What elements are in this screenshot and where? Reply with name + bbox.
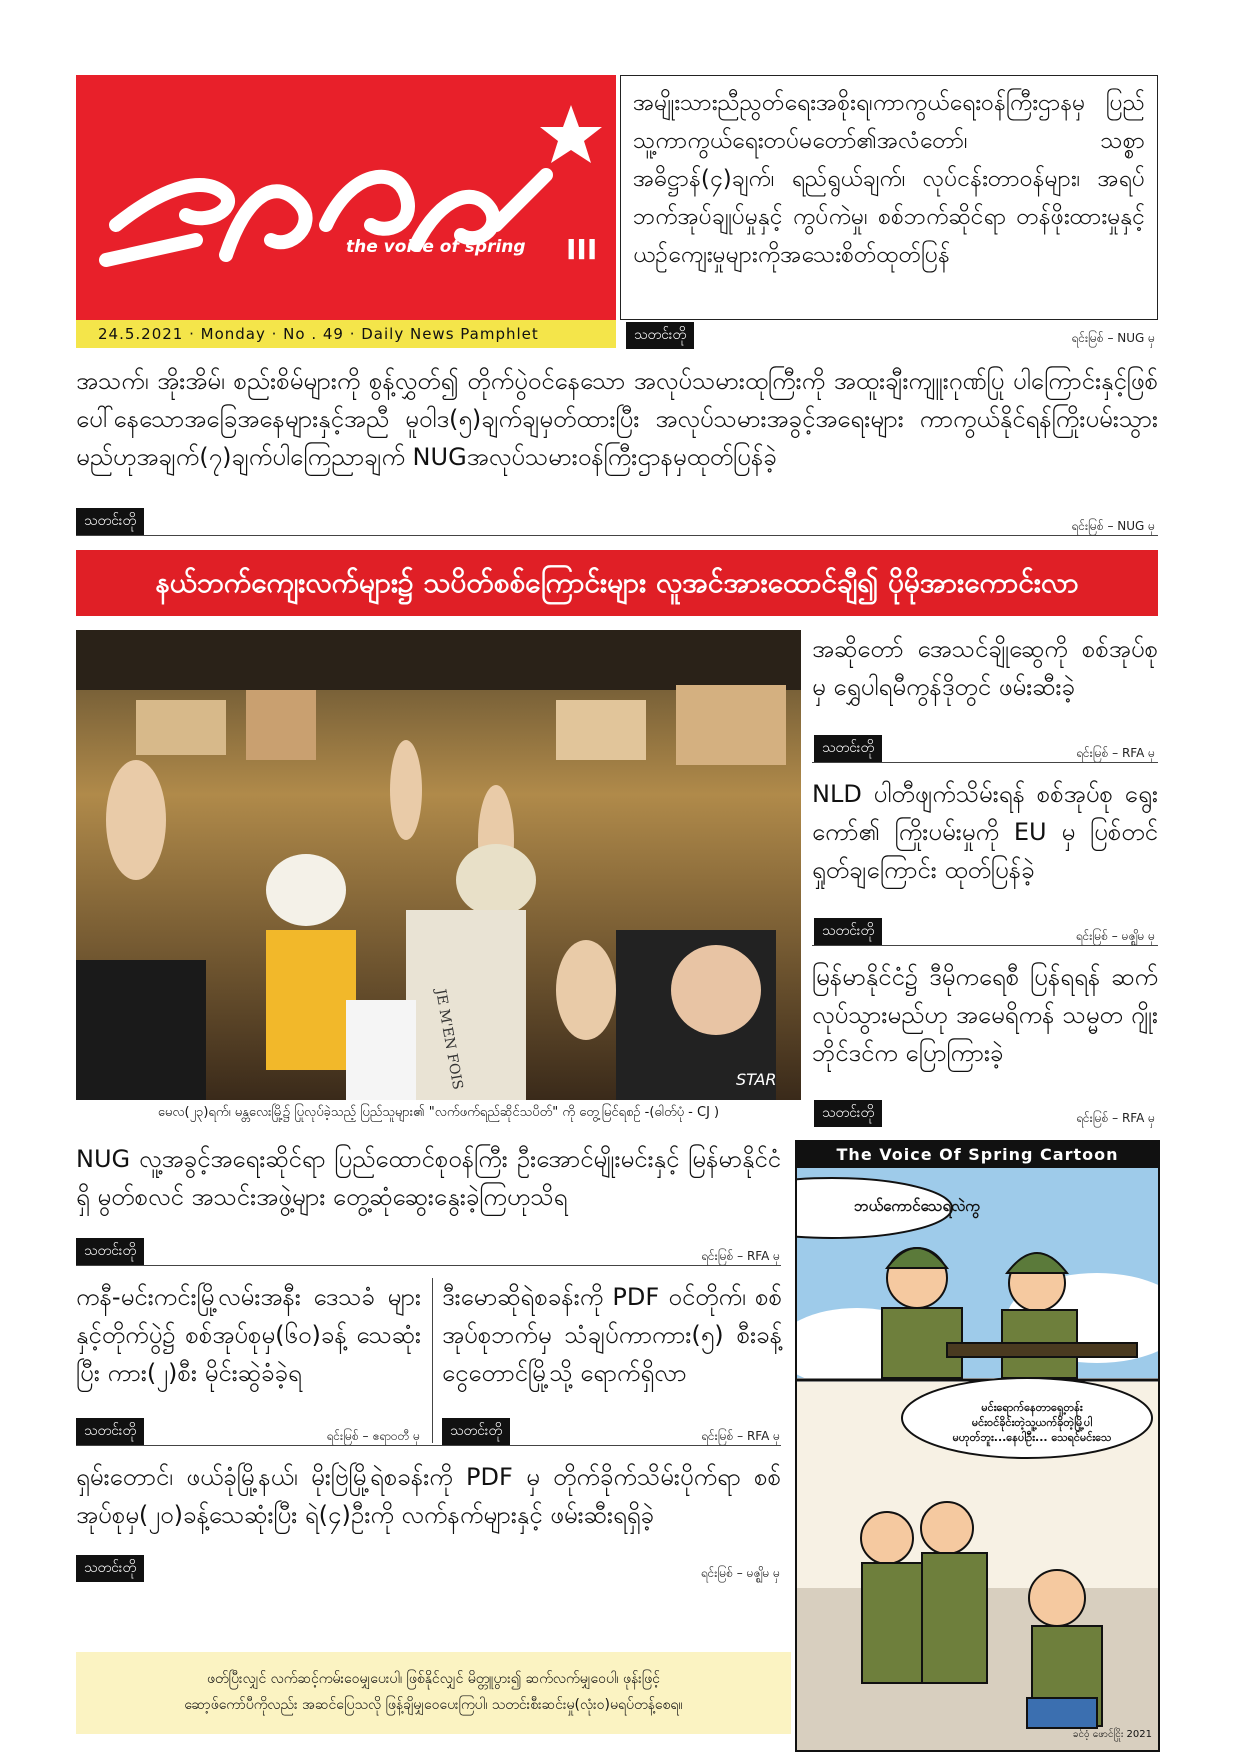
labor-story-text: အသက်၊ အိုးအိမ်၊ စည်းစိမ်များကို စွန့်လွှတ်၍ တိုက်ပွဲဝင်နေသော အလုပ်သမားထုကြီးကို အထူးချီးကျူးဂုဏ်ပြု ပါကြောင်းနှင့်ဖြစ်ပေါ်နေသောအခြေအနေများနှင့်အညီ မူဝါဒ(၅)ချက်ချမှတ်ထားပြီး အလုပ်သမားအခွင့်အရေးများ ကာကွယ်နိုင်ရန်ကြိုးပမ်းသွားမည်ဟုအချက်(၇)ချက်ပါကြေညာချက် NUGအလုပ်သမားဝန်ကြီးဌာနမှထုတ်ပြန်ခဲ့: [76, 367, 1158, 471]
tagline: the voice of spring: [346, 237, 526, 257]
bubble-line: မင်းရောက်နေတာရှေ့တန်း: [981, 1401, 1083, 1414]
logo-text: [76, 75, 77, 76]
news-tag: သတင်းတို: [814, 1100, 882, 1127]
headline-banner: နယ်ဘက်ကျေးလက်များ၌ သပိတ်စစ်ကြောင်းများ လူအင်အားထောင်ချီ၍ ပိုမိုအားကောင်းလာ: [76, 550, 1158, 616]
side-story-3-text: မြန်မာနိုင်ငံ၌ ဒီမိုကရေစီ ပြန်ရရန် ဆက်လုပ်သွားမည်ဟု အမေရိကန် သမ္မတ ဂျိုးဘိုင်ဒင်က ပြောကြားခဲ့: [812, 963, 1158, 1067]
divider: [812, 945, 1158, 946]
news-tag: သတင်းတို: [76, 1555, 144, 1582]
bubble-line: မင်းဝင်ခိုင်းတဲ့သူ့ယက်ခိုတဲ့မြို့ပါ: [971, 1416, 1093, 1429]
news-tag: သတင်းတို: [814, 918, 882, 945]
cartoon-panel: [795, 1140, 1160, 1752]
side-story-1-text: အဆိုတော် အေသင်ချိုဆွေကို စစ်အုပ်စုမှ ရွှေပါရမီကွန်ဒိုတွင် ဖမ်းဆီးခဲ့: [812, 635, 1158, 701]
bottom-left-source: ရင်းမြစ် – ဧရာဝတီ မှ: [326, 1429, 420, 1443]
nug-story-source: ရင်းမြစ် – RFA မှ: [701, 1249, 780, 1263]
footer-note: [76, 1652, 791, 1734]
side-story-1-source: ရင်းမြစ် – RFA မှ: [1076, 746, 1155, 760]
divider: [76, 535, 1158, 536]
labor-story-source: ရင်းမြစ် – NUG မှ: [1071, 519, 1155, 533]
cartoon-bubble-1: ဘယ်ကောင်သေရဲလဲကွ: [854, 1197, 980, 1215]
bubble-line: မဟုတ်ဘူး...နေပါဦး... သေရင်မင်းသေ: [952, 1431, 1112, 1444]
side-story-3-source: ရင်းမြစ် – RFA မှ: [1076, 1111, 1155, 1125]
nug-story-text: NUG လူ့အခွင့်အရေးဆိုင်ရာ ပြည်ထောင်စုဝန်ကြီး ဦးအောင်မျိုးမင်းနှင့် မြန်မာနိုင်ငံရှိ မွတ်စလင် အသင်းအဖွဲ့များ တွေ့ဆုံဆွေးနွေးခဲ့ကြဟုသိရ: [76, 1145, 781, 1211]
cartoon-illustration: [797, 1168, 1158, 1750]
photo-image: [76, 630, 801, 1100]
news-tag: သတင်းတို: [626, 322, 694, 349]
news-tag: သတင်းတို: [442, 1418, 510, 1445]
protest-photo: [76, 630, 801, 1100]
bottom-right-text: ဒီးမောဆိုရဲစခန်းကို PDF ဝင်တိုက်၊ စစ်အုပ်စုဘက်မှ သံချပ်ကာကား(၅) စီးခန့် ငွေတောင်မြို့သို့ ရောက်ရှိလာ: [442, 1283, 782, 1387]
masthead-logo-panel: [76, 75, 616, 320]
news-tag: သတင်းတို: [814, 735, 882, 762]
cartoon-bubble-2: [912, 1400, 1152, 1445]
news-tag: သတင်းတို: [76, 508, 144, 535]
bottom-right-source: ရင်းမြစ် – RFA မှ: [701, 1429, 780, 1443]
divider: [76, 1265, 781, 1266]
bottom-left-text: ကနီ-မင်းကင်းမြို့လမ်းအနီး ဒေသခံ များနှင့်တိုက်ပွဲ၌ စစ်အုပ်စုမှ(၆၀)ခန့် သေဆုံးပြီး ကား(၂)စီး မိုင်းဆွဲခံခဲ့ရ: [76, 1283, 421, 1387]
issue-mark: III: [566, 233, 598, 266]
lead-story-box: [620, 75, 1158, 320]
column-divider: [432, 1278, 433, 1443]
footer-line-2: ဆော့ဖ်ကော်ပီကိုလည်း အဆင်ပြေသလို ဖြန့်ချိမျှဝေပေးကြပါ၊ သတင်းစီးဆင်းမှု(လုံး၀)မရပ်တန့်စေရ။: [184, 1697, 683, 1713]
photo-watermark: STAR: [736, 1070, 777, 1089]
cartoon-signature: ခင်ဝံ့ ဖောင်ငြိုး 2021: [1072, 1729, 1152, 1740]
shirt-text: JE M'EN FOIS: [432, 987, 466, 1091]
logo-graphic: [76, 75, 616, 320]
side-story-2-source: ရင်းမြစ် – မဇ္ဈိမ မှ: [1075, 929, 1155, 943]
lead-story-source: ရင်းမြစ် – NUG မှ: [1071, 331, 1155, 345]
news-tag: သတင်းတို: [76, 1238, 144, 1265]
divider: [812, 762, 1158, 763]
side-story-2-text: NLD ပါတီဖျက်သိမ်းရန် စစ်အုပ်စု ရွေးကော်၏ ကြိုးပမ်းမှုကို EU မှ ပြစ်တင်ရှုတ်ချကြောင်း ထုတ်ပြန်ခဲ့: [812, 780, 1158, 884]
shan-story-source: ရင်းမြစ် – မဇ္ဈိမ မှ: [700, 1566, 780, 1580]
photo-caption: မေလ(၂၃)ရက်၊ မန္တလေးမြို့၌ ပြုလုပ်ခဲ့သည့် ပြည်သူများ၏ "လက်ဖက်ရည်ဆိုင်သပိတ်" ကို တွေ့မြင်ရစဉ် -(ဓါတ်ပုံ - CJ ): [157, 1105, 720, 1120]
cartoon-header: The Voice Of Spring Cartoon: [797, 1142, 1158, 1168]
news-tag: သတင်းတို: [76, 1418, 144, 1445]
footer-line-1: ဖတ်ပြီးလျှင် လက်ဆင့်ကမ်းဝေမျှပေးပါ၊ ဖြစ်နိုင်လျှင် မိတ္တူပွား၍ ဆက်လက်မျှဝေပါ၊ ဖုန်းဖြင့်: [207, 1671, 660, 1687]
lead-story-text: အမျိုးသားညီညွတ်ရေးအစိုးရ၊ကာကွယ်ရေးဝန်ကြီးဌာနမှ ပြည်သူ့ကာကွယ်ရေးတပ်မတော်၏အလံတော်၊ သစ္စာ အဓိဋ္ဌာန်(၄)ချက်၊ ရည်ရွယ်ချက်၊ လုပ်ငန်းတာဝန်များ၊ အရပ်ဘက်အုပ်ချုပ်မှုနှင့် ကွပ်ကဲမှု၊ စစ်ဘက်ဆိုင်ရာ တန်ဖိုးထားမှုနှင့်ယဉ်ကျေးမှုများကိုအသေးစိတ်ထုတ်ပြန်: [633, 90, 1145, 268]
divider: [76, 1445, 781, 1446]
shan-story-text: ရှမ်းတောင်၊ ဖယ်ခုံမြို့နယ်၊ မိုးဗြဲမြို့ရဲစခန်းကို PDF မှ တိုက်ခိုက်သိမ်းပိုက်ရာ စစ်အုပ်စုမှ(၂၀)ခန့်သေဆုံးပြီး ရဲ(၄)ဦးကို လက်နက်များနှင့် ဖမ်းဆီးရရှိခဲ့: [76, 1463, 781, 1529]
dateline: 24.5.2021 · Monday · No . 49 · Daily News Pamphlet: [76, 320, 616, 348]
